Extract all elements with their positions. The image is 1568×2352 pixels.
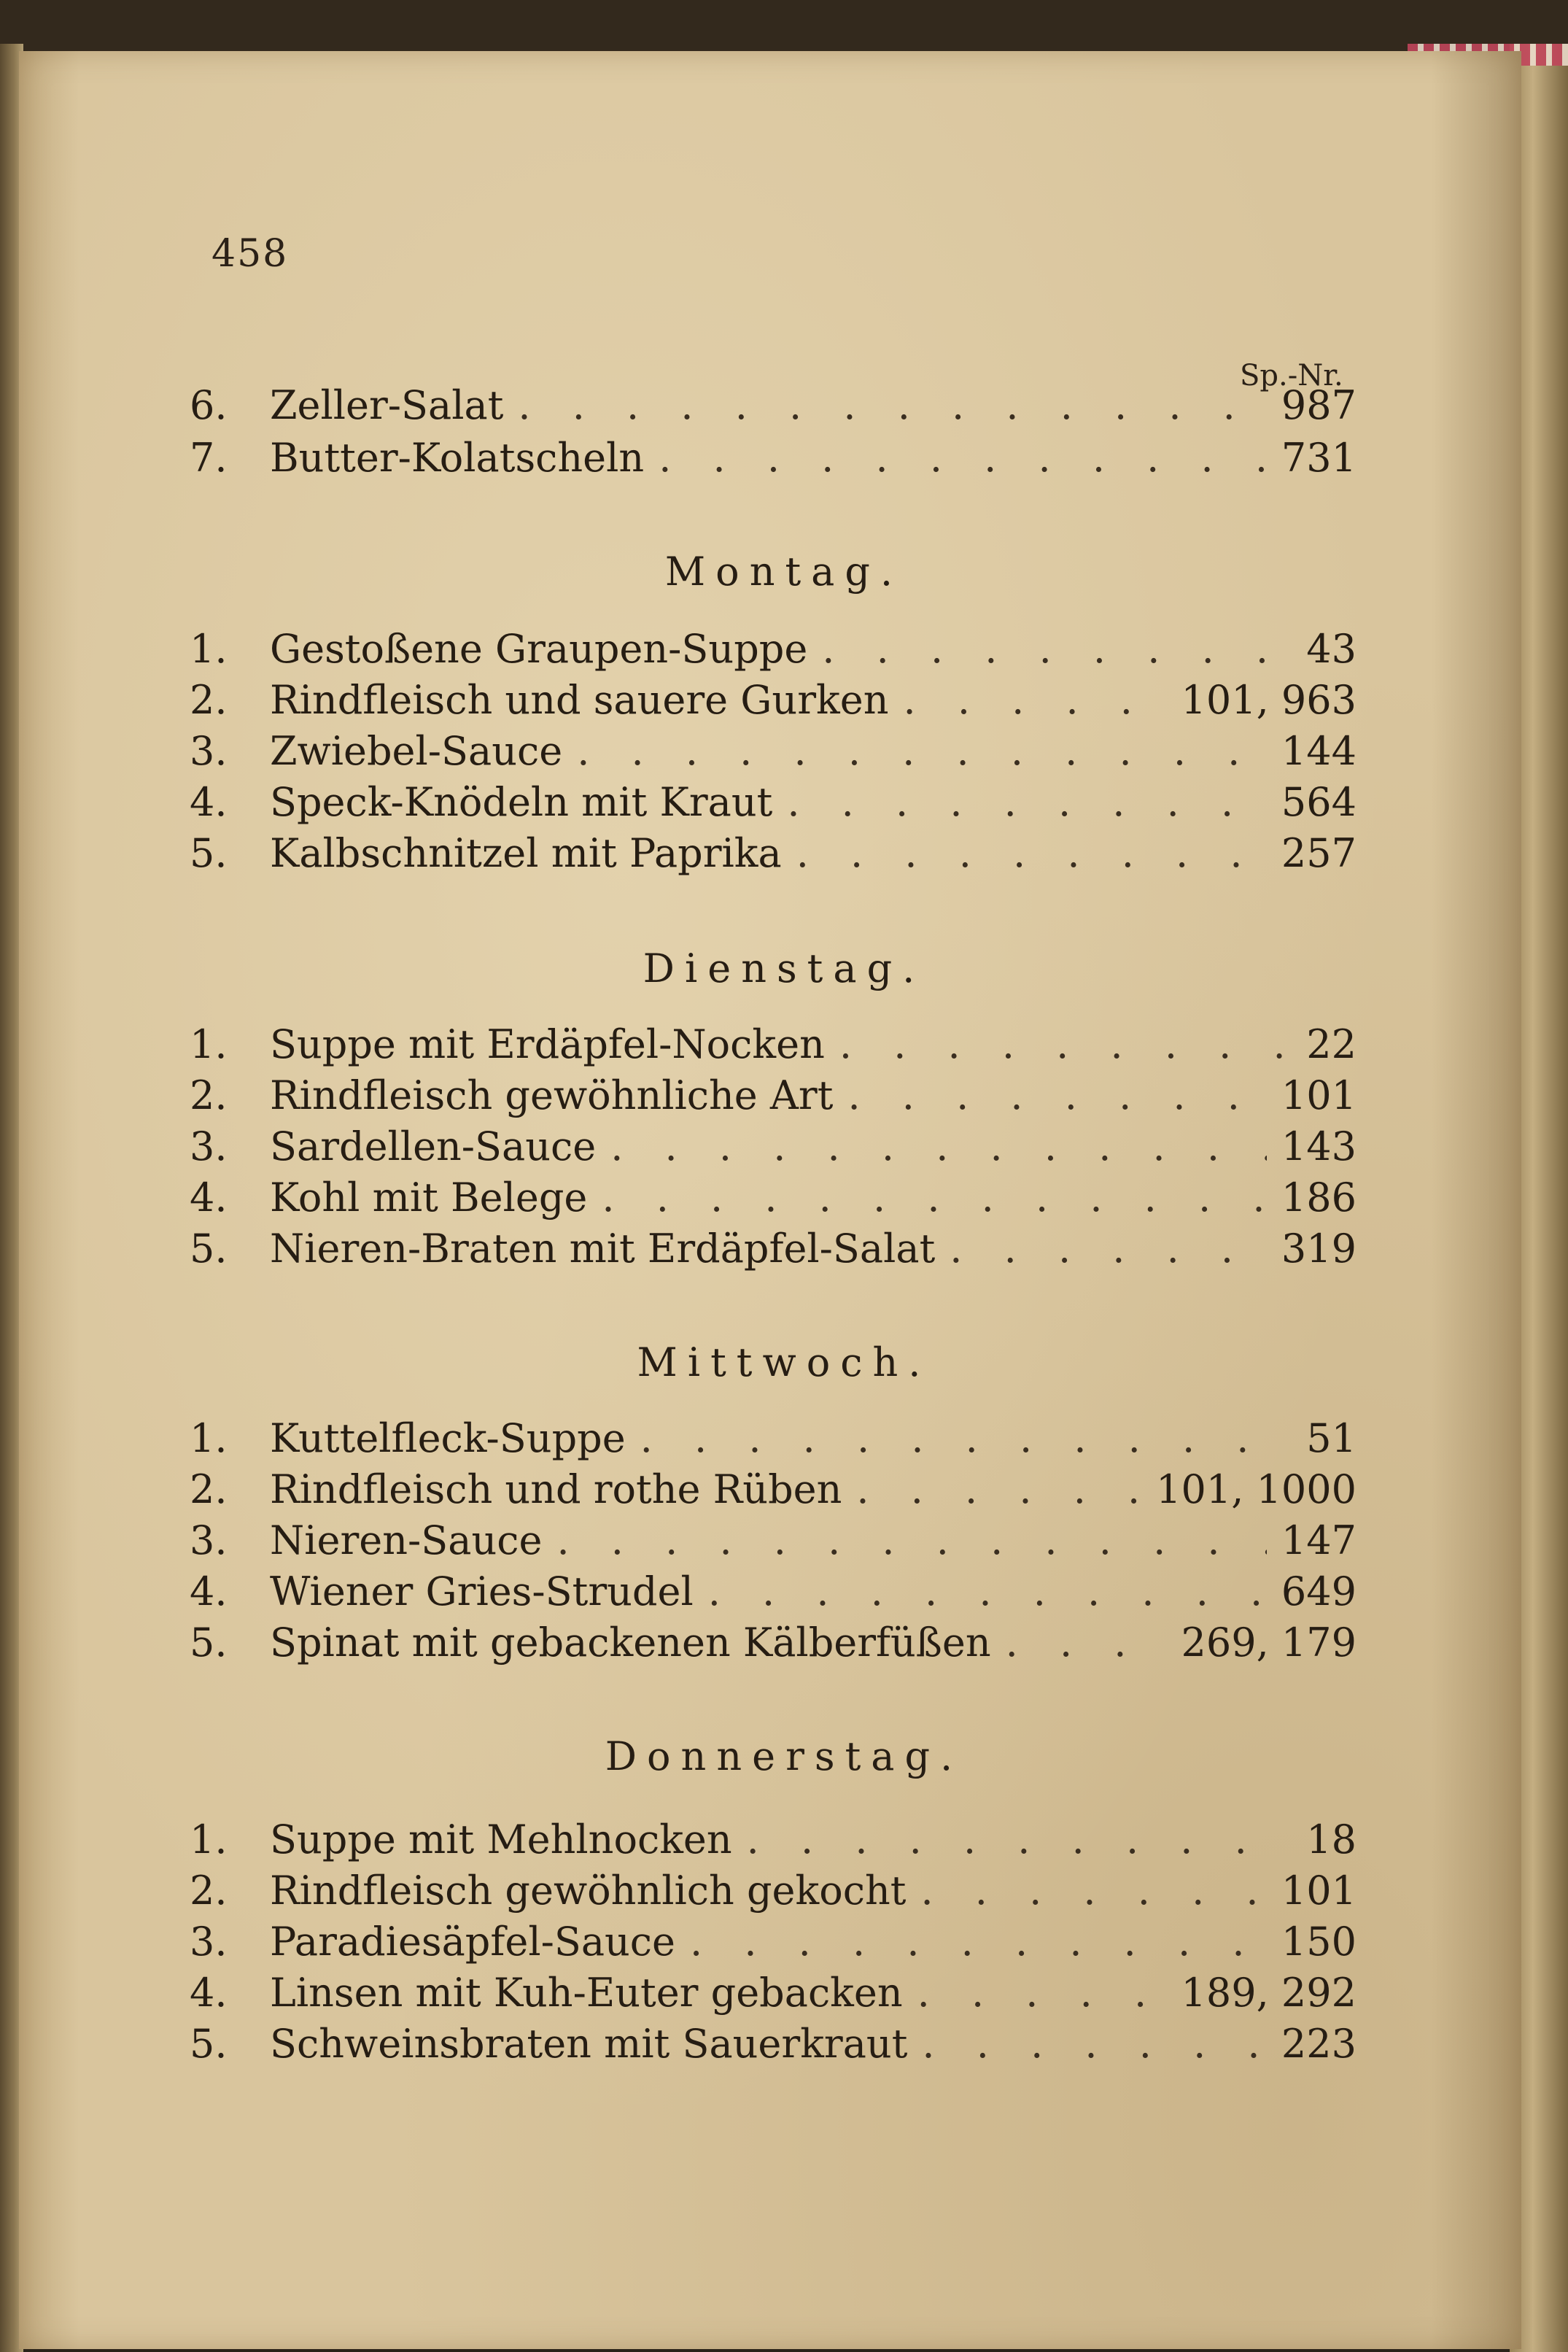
dot-leader bbox=[659, 435, 1267, 481]
dot-leader bbox=[747, 1817, 1292, 1862]
dot-leader bbox=[920, 1868, 1266, 1914]
list-item bbox=[190, 728, 1357, 779]
scan-background-top bbox=[0, 0, 1568, 53]
dot-leader bbox=[610, 1123, 1267, 1169]
list-item bbox=[190, 2021, 1357, 2072]
item-title: Suppe mit Mehlnocken bbox=[270, 1817, 732, 1862]
dot-leader bbox=[577, 728, 1267, 774]
list-item bbox=[190, 1226, 1357, 1277]
item-title: Speck-Knödeln mit Kraut bbox=[270, 779, 773, 825]
item-reference: 22 bbox=[1306, 1021, 1357, 1067]
item-reference: 186 bbox=[1281, 1175, 1357, 1221]
item-reference: 319 bbox=[1281, 1226, 1357, 1272]
item-number: 3. bbox=[190, 728, 228, 774]
item-title: Schweinsbraten mit Sauerkraut bbox=[270, 2021, 908, 2067]
item-reference: 223 bbox=[1281, 2021, 1357, 2067]
list-item bbox=[190, 677, 1357, 728]
dot-leader bbox=[796, 830, 1267, 876]
item-title: Rindfleisch gewöhnliche Art bbox=[270, 1072, 834, 1118]
item-number: 7. bbox=[190, 435, 228, 481]
item-title: Linsen mit Kuh-Euter gebacken bbox=[270, 1970, 903, 2016]
list-item bbox=[190, 1919, 1357, 1970]
column-header-number: Sp.-Nr. bbox=[1240, 359, 1343, 392]
dot-leader bbox=[856, 1466, 1141, 1512]
item-reference: 18 bbox=[1306, 1817, 1357, 1862]
item-title: Kalbschnitzel mit Paprika bbox=[270, 830, 782, 876]
item-title: Kuttelfleck-Suppe bbox=[270, 1415, 626, 1461]
dot-leader bbox=[922, 2021, 1267, 2067]
item-reference: 257 bbox=[1281, 830, 1357, 876]
dot-leader bbox=[556, 1517, 1266, 1563]
item-number: 3. bbox=[190, 1919, 228, 1965]
list-item bbox=[190, 435, 1357, 486]
item-reference: 101 bbox=[1281, 1072, 1357, 1118]
item-number: 1. bbox=[190, 1415, 228, 1461]
item-reference: 987 bbox=[1281, 382, 1357, 428]
item-number: 5. bbox=[190, 830, 228, 876]
day-heading-monday: Montag. bbox=[664, 549, 904, 595]
item-number: 4. bbox=[190, 1568, 228, 1614]
dot-leader bbox=[847, 1072, 1266, 1118]
list-item bbox=[190, 779, 1357, 830]
day-heading-tuesday: Dienstag. bbox=[643, 945, 925, 991]
item-number: 2. bbox=[190, 1466, 228, 1512]
page-number: 458 bbox=[211, 232, 289, 276]
item-title: Wiener Gries-Strudel bbox=[270, 1568, 694, 1614]
item-title: Sardellen-Sauce bbox=[270, 1123, 597, 1169]
dot-leader bbox=[822, 626, 1292, 672]
item-reference: 147 bbox=[1281, 1517, 1357, 1563]
item-reference: 189, 292 bbox=[1181, 1970, 1357, 2016]
item-reference: 43 bbox=[1306, 626, 1357, 672]
item-number: 5. bbox=[190, 2021, 228, 2067]
list-item bbox=[190, 1415, 1357, 1466]
day-heading-thursday: Donnerstag. bbox=[605, 1733, 963, 1779]
item-number: 4. bbox=[190, 1175, 228, 1221]
item-reference: 144 bbox=[1281, 728, 1357, 774]
list-item bbox=[190, 626, 1357, 677]
item-number: 4. bbox=[190, 1970, 228, 2016]
list-item bbox=[190, 1466, 1357, 1517]
item-number: 3. bbox=[190, 1517, 228, 1563]
list-item bbox=[190, 1620, 1357, 1671]
item-title: Gestoßene Graupen-Suppe bbox=[270, 626, 808, 672]
item-number: 5. bbox=[190, 1620, 228, 1666]
item-number: 3. bbox=[190, 1123, 228, 1169]
list-item bbox=[190, 382, 1357, 433]
dot-leader bbox=[950, 1226, 1267, 1272]
item-number: 1. bbox=[190, 1817, 228, 1862]
item-title: Nieren-Braten mit Erdäpfel-Salat bbox=[270, 1226, 936, 1272]
item-reference: 269, 179 bbox=[1181, 1620, 1357, 1666]
item-number: 2. bbox=[190, 677, 228, 723]
item-reference: 101 bbox=[1281, 1868, 1357, 1914]
item-title: Butter-Kolatscheln bbox=[270, 435, 645, 481]
list-item bbox=[190, 1568, 1357, 1620]
item-reference: 564 bbox=[1281, 779, 1357, 825]
item-reference: 150 bbox=[1281, 1919, 1357, 1965]
item-reference: 731 bbox=[1281, 435, 1357, 481]
dot-leader bbox=[602, 1175, 1267, 1221]
item-title: Nieren-Sauce bbox=[270, 1517, 543, 1563]
list-item bbox=[190, 1970, 1357, 2021]
item-number: 6. bbox=[190, 382, 228, 428]
dot-leader bbox=[640, 1415, 1292, 1461]
item-number: 1. bbox=[190, 626, 228, 672]
item-title: Zeller-Salat bbox=[270, 382, 504, 428]
list-item bbox=[190, 1123, 1357, 1175]
item-title: Rindfleisch und rothe Rüben bbox=[270, 1466, 842, 1512]
dot-leader bbox=[787, 779, 1267, 825]
item-reference: 649 bbox=[1281, 1568, 1357, 1614]
dot-leader bbox=[708, 1568, 1267, 1614]
list-item bbox=[190, 1868, 1357, 1919]
dot-leader bbox=[518, 382, 1267, 428]
item-title: Spinat mit gebackenen Kälberfüßen bbox=[270, 1620, 991, 1666]
item-number: 2. bbox=[190, 1072, 228, 1118]
item-title: Suppe mit Erdäpfel-Nocken bbox=[270, 1021, 825, 1067]
list-item bbox=[190, 1817, 1357, 1868]
dot-leader bbox=[903, 677, 1166, 723]
dot-leader bbox=[839, 1021, 1292, 1067]
list-item bbox=[190, 830, 1357, 881]
item-title: Rindfleisch und sauere Gurken bbox=[270, 677, 889, 723]
list-item bbox=[190, 1175, 1357, 1226]
item-title: Kohl mit Belege bbox=[270, 1175, 588, 1221]
dot-leader bbox=[917, 1970, 1167, 2016]
dot-leader bbox=[690, 1919, 1267, 1965]
item-number: 1. bbox=[190, 1021, 228, 1067]
dot-leader bbox=[1006, 1620, 1167, 1666]
item-number: 5. bbox=[190, 1226, 228, 1272]
item-reference: 143 bbox=[1281, 1123, 1357, 1169]
item-number: 4. bbox=[190, 779, 228, 825]
item-reference: 101, 1000 bbox=[1156, 1466, 1357, 1512]
item-title: Zwiebel-Sauce bbox=[270, 728, 563, 774]
list-item bbox=[190, 1072, 1357, 1123]
item-number: 2. bbox=[190, 1868, 228, 1914]
list-item bbox=[190, 1517, 1357, 1568]
item-reference: 51 bbox=[1306, 1415, 1357, 1461]
item-reference: 101, 963 bbox=[1181, 677, 1357, 723]
day-heading-wednesday: Mittwoch. bbox=[637, 1339, 931, 1385]
list-item bbox=[190, 1021, 1357, 1072]
item-title: Rindfleisch gewöhnlich gekocht bbox=[270, 1868, 907, 1914]
item-title: Paradiesäpfel-Sauce bbox=[270, 1919, 676, 1965]
